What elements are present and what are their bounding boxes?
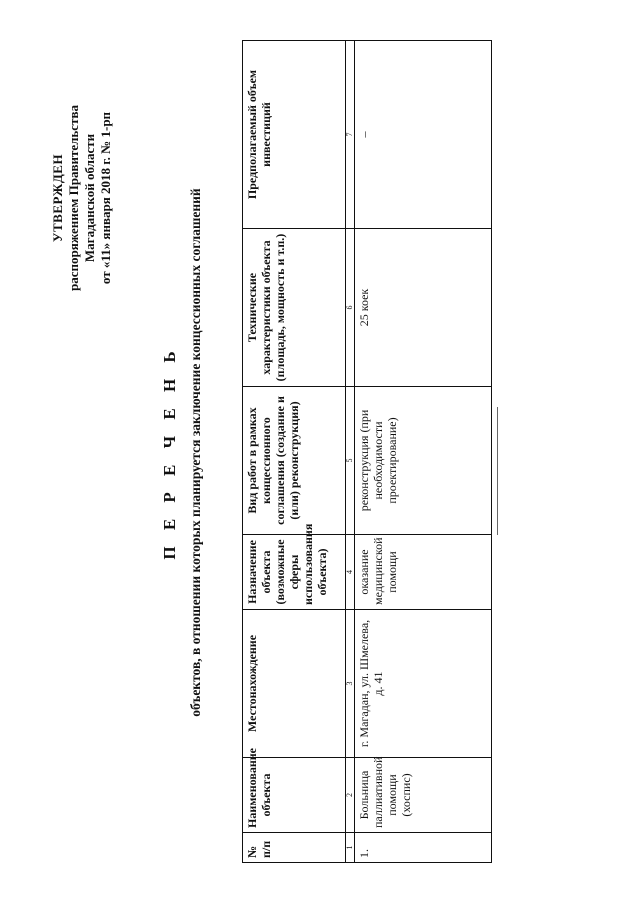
approval-block (50, 48, 114, 348)
column-number-row (346, 41, 355, 863)
column-number: 7 (346, 41, 355, 229)
header-cell-specifications: Технические характеристики объекта (площадь, мощность и т.п.) (243, 229, 346, 387)
separator-line (497, 407, 498, 535)
technical-specifications: 25 коек (355, 229, 492, 387)
header-cell-name: Наименование объекта (243, 758, 346, 833)
header-cell-location: Местонахождение (243, 610, 346, 758)
column-number: 3 (346, 610, 355, 758)
approval-line-2: Магаданской области (82, 133, 97, 263)
column-number: 2 (346, 758, 355, 833)
header-cell-work-type: Вид работ в рамках концессионного соглашения (создание и (или) реконструкция) (243, 387, 346, 535)
concession-objects-table (242, 40, 492, 863)
column-number: 6 (346, 229, 355, 387)
object-purpose: оказание медицинской помощи (355, 535, 492, 610)
table-header-row (243, 41, 346, 863)
document-title (160, 40, 204, 865)
header-cell-investment: Предполагаемый объем инвестиций (243, 41, 346, 229)
column-number: 4 (346, 535, 355, 610)
approval-line-1: распоряжением Правительства (66, 105, 81, 291)
approval-line-3: от «11» января 2018 г. № 1-рп (98, 111, 113, 285)
column-number: 5 (346, 387, 355, 535)
row-number: 1. (355, 833, 492, 863)
header-cell-number: № п/п (243, 833, 346, 863)
column-number: 1 (346, 833, 355, 863)
title-subheading: объектов, в отношении которых планируется заключение концессионных соглашений (188, 188, 203, 717)
approval-status: УТВЕРЖДЕН (50, 153, 65, 243)
header-cell-purpose: Назначение объекта (возможные сферы использования объекта) (243, 535, 346, 610)
title-heading: П Е Р Е Ч Е Н Ь (160, 345, 179, 560)
investment-volume: – (355, 41, 492, 229)
object-location: г. Магадан, ул. Шмелева, д. 41 (355, 610, 492, 758)
table-row (355, 41, 492, 863)
object-name: Больница паллиативной помощи (хоспис) (355, 758, 492, 833)
work-type: реконструкция (при необходимости проектирование) (355, 387, 492, 535)
